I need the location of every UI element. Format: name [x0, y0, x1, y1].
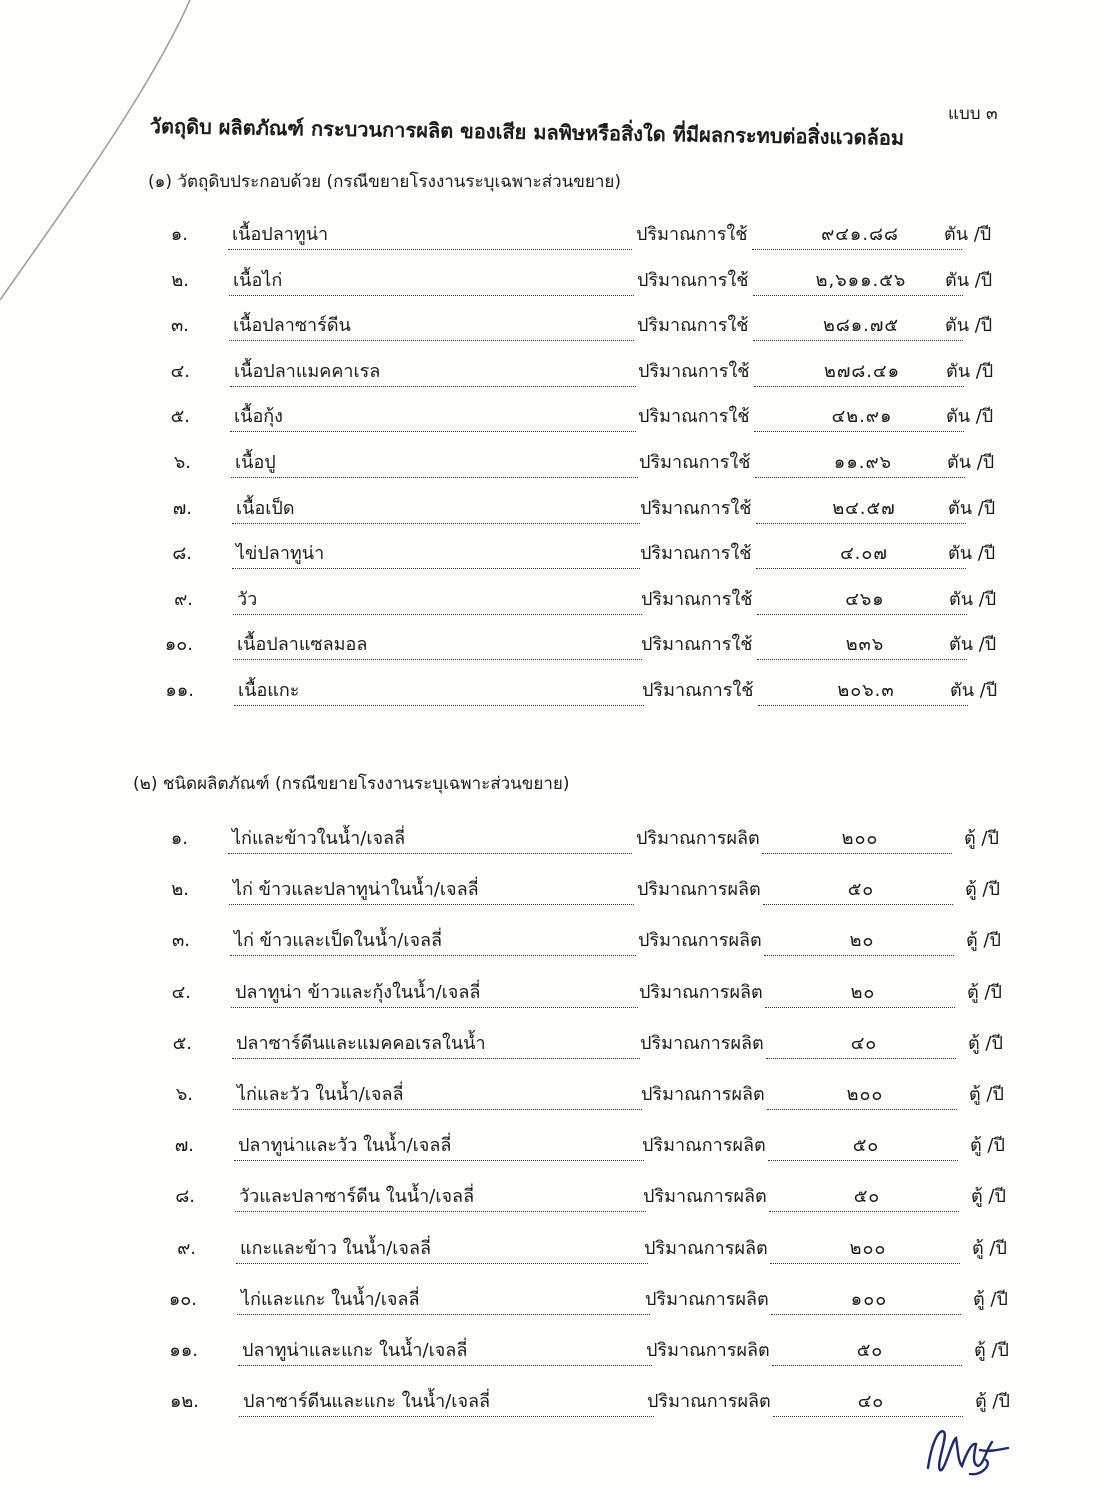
raw-material-row	[0, 632, 1102, 660]
dotted-line	[238, 1365, 652, 1366]
item-number: ๓.	[171, 930, 190, 951]
product-row	[0, 1389, 1102, 1417]
quantity-label: ปริมาณการผลิต	[637, 879, 761, 900]
dotted-line	[754, 386, 964, 387]
quantity-value: ๔๐	[857, 1391, 885, 1412]
quantity-label: ปริมาณการผลิต	[643, 1186, 767, 1207]
quantity-value: ๕๐	[847, 879, 875, 900]
item-number: ๗.	[172, 498, 192, 519]
item-name: ปลาซาร์ดีนและแมคคอเรลในน้ำ	[236, 1033, 486, 1054]
item-number: ๘.	[172, 543, 192, 564]
quantity-value: ๒๔.๕๗	[832, 498, 896, 519]
item-number: ๑๐.	[164, 634, 193, 655]
product-row	[0, 980, 1102, 1008]
dotted-line	[756, 523, 966, 524]
unit-label: ตัน /ปี	[945, 315, 993, 336]
dotted-line	[771, 1314, 961, 1315]
item-name: ปลาทูน่าและวัว ในน้ำ/เจลลี่	[238, 1135, 452, 1156]
item-name: ปลาซาร์ดีนและแกะ ในน้ำ/เจลลี่	[243, 1391, 491, 1412]
dotted-line	[772, 1365, 962, 1366]
item-number: ๕.	[172, 1033, 192, 1054]
unit-label: ตู้ /ปี	[966, 930, 1001, 951]
quantity-label: ปริมาณการใช้	[641, 589, 753, 610]
item-name: เนื้อปู	[235, 452, 276, 473]
unit-label: ตัน /ปี	[944, 224, 992, 245]
dotted-line	[234, 1160, 644, 1161]
dotted-line	[229, 904, 634, 905]
dotted-line	[752, 249, 962, 250]
dotted-line	[764, 955, 954, 956]
dotted-line	[230, 431, 636, 432]
item-number: ๙.	[177, 1238, 196, 1259]
product-row	[0, 1287, 1102, 1315]
unit-label: ตู้ /ปี	[974, 1340, 1009, 1361]
unit-label: ตัน /ปี	[948, 543, 996, 564]
quantity-value: ๑๑.๙๖	[833, 452, 893, 473]
unit-label: ตัน /ปี	[950, 680, 998, 701]
quantity-value: ๙๔๑.๘๘	[821, 224, 899, 245]
quantity-label: ปริมาณการใช้	[639, 452, 751, 473]
item-number: ๒.	[171, 270, 189, 291]
quantity-label: ปริมาณการผลิต	[645, 1289, 769, 1310]
unit-label: ตู้ /ปี	[971, 1186, 1006, 1207]
product-row	[0, 826, 1102, 854]
item-name: แกะและข้าว ในน้ำ/เจลลี่	[240, 1238, 432, 1259]
item-number: ๖.	[175, 1084, 193, 1105]
raw-material-row	[0, 268, 1102, 296]
item-name: เนื้อปลาแมคคาเรล	[234, 361, 381, 382]
product-row	[0, 928, 1102, 956]
dotted-line	[766, 1058, 956, 1059]
item-name: ไก่ ข้าวและปลาทูน่าในน้ำ/เจลลี่	[233, 879, 479, 900]
item-number: ๖.	[173, 452, 191, 473]
unit-label: ตัน /ปี	[946, 406, 994, 427]
dotted-line	[232, 523, 640, 524]
dotted-line	[231, 1007, 638, 1008]
item-name: วัว	[237, 589, 258, 610]
quantity-value: ๒๘๑.๗๕	[822, 315, 900, 336]
unit-label: ตู้ /ปี	[967, 982, 1002, 1003]
item-name: เนื้อปลาทูน่า	[232, 224, 329, 245]
quantity-label: ปริมาณการใช้	[640, 498, 752, 519]
dotted-line	[753, 295, 963, 296]
dotted-line	[757, 614, 967, 615]
quantity-value: ๕๐	[852, 1135, 880, 1156]
dotted-line	[229, 340, 634, 341]
dotted-line	[239, 1416, 654, 1417]
item-name: ปลาทูน่า ข้าวและกุ้งในน้ำ/เจลลี่	[235, 982, 481, 1003]
dotted-line	[230, 955, 636, 956]
dotted-line	[756, 568, 966, 569]
unit-label: ตู้ /ปี	[973, 1289, 1008, 1310]
unit-label: ตัน /ปี	[949, 589, 997, 610]
quantity-label: ปริมาณการผลิต	[644, 1238, 768, 1259]
unit-label: ตัน /ปี	[946, 361, 994, 382]
quantity-label: ปริมาณการผลิต	[647, 1391, 771, 1412]
item-name: ปลาทูน่าและแกะ ในน้ำ/เจลลี่	[242, 1340, 468, 1361]
item-name: ไข่ปลาทูน่า	[236, 543, 325, 564]
item-number: ๘.	[175, 1186, 195, 1207]
quantity-value: ๒๓๖	[845, 634, 885, 655]
quantity-label: ปริมาณการใช้	[638, 361, 750, 382]
quantity-value: ๔๐	[850, 1033, 878, 1054]
dotted-line	[765, 1007, 955, 1008]
quantity-label: ปริมาณการผลิต	[640, 1033, 764, 1054]
item-name: เนื้อปลาแซลมอล	[237, 634, 368, 655]
item-name: ไก่ ข้าวและเป็ดในน้ำ/เจลลี่	[234, 930, 443, 951]
quantity-value: ๒๗๘.๔๑	[823, 361, 901, 382]
raw-material-row	[0, 450, 1102, 478]
quantity-value: ๒๐๖.๓	[837, 680, 895, 701]
item-number: ๒.	[171, 879, 189, 900]
item-name: วัวและปลาซาร์ดีน ในน้ำ/เจลลี่	[239, 1186, 475, 1207]
dotted-line	[763, 904, 953, 905]
item-name: ไก่และแกะ ในน้ำ/เจลลี่	[241, 1289, 420, 1310]
section1-heading: (๑) วัตถุดิบประกอบด้วย (กรณีขยายโรงงานระบุเฉพาะส่วนขยาย)	[148, 172, 622, 192]
quantity-label: ปริมาณการใช้	[642, 680, 754, 701]
dotted-line	[770, 1263, 960, 1264]
quantity-label: ปริมาณการผลิต	[641, 1084, 765, 1105]
quantity-value: ๕๐	[853, 1186, 881, 1207]
product-row	[0, 1082, 1102, 1110]
raw-material-row	[0, 541, 1102, 569]
quantity-value: ๔๒.๙๑	[831, 406, 893, 427]
dotted-line	[773, 1416, 963, 1417]
item-number: ๑๒.	[169, 1391, 199, 1412]
quantity-value: ๑๐๐	[850, 1289, 888, 1310]
unit-label: ตู้ /ปี	[968, 1033, 1003, 1054]
dotted-line	[231, 477, 638, 478]
item-number: ๑๑.	[169, 1340, 198, 1361]
dotted-line	[233, 614, 642, 615]
product-row	[0, 1031, 1102, 1059]
dotted-line	[234, 705, 644, 706]
item-number: ๔.	[170, 361, 190, 382]
raw-material-row	[0, 496, 1102, 524]
item-number: ๑.	[170, 828, 188, 849]
item-number: ๑๐.	[168, 1289, 197, 1310]
quantity-label: ปริมาณการผลิต	[636, 828, 760, 849]
dotted-line	[769, 1211, 959, 1212]
document-title: วัตถุดิบ ผลิตภัณฑ์ กระบวนการผลิต ของเสีย มลพิษหรือสิ่งใด ที่มีผลกระทบต่อสิ่งแวดล้อม	[149, 113, 905, 150]
item-name: เนื้อไก่	[233, 270, 283, 291]
dotted-line	[767, 1109, 957, 1110]
quantity-label: ปริมาณการใช้	[638, 406, 750, 427]
product-row	[0, 1133, 1102, 1161]
dotted-line	[232, 1058, 640, 1059]
raw-material-row	[0, 359, 1102, 387]
product-row	[0, 877, 1102, 905]
unit-label: ตัน /ปี	[945, 270, 993, 291]
item-name: เนื้อเป็ด	[236, 498, 295, 519]
unit-label: ตู้ /ปี	[965, 879, 1000, 900]
unit-label: ตู้ /ปี	[970, 1135, 1005, 1156]
raw-material-row	[0, 313, 1102, 341]
quantity-label: ปริมาณการใช้	[641, 634, 753, 655]
item-name: เนื้อปลาซาร์ดีน	[233, 315, 351, 336]
item-number: ๙.	[174, 589, 193, 610]
dotted-line	[233, 1109, 642, 1110]
quantity-label: ปริมาณการผลิต	[639, 982, 763, 1003]
item-number: ๗.	[174, 1135, 194, 1156]
dotted-line	[754, 431, 964, 432]
quantity-label: ปริมาณการใช้	[637, 270, 749, 291]
item-number: ๑๑.	[165, 680, 194, 701]
dotted-line	[232, 568, 640, 569]
unit-label: ตู้ /ปี	[969, 1084, 1004, 1105]
quantity-value: ๔.๐๗	[840, 543, 888, 564]
quantity-value: ๒๐	[850, 982, 876, 1003]
raw-material-row	[0, 222, 1102, 250]
unit-label: ตัน /ปี	[947, 452, 995, 473]
unit-label: ตู้ /ปี	[972, 1238, 1007, 1259]
product-row	[0, 1184, 1102, 1212]
dotted-line	[762, 853, 952, 854]
unit-label: ตู้ /ปี	[964, 828, 999, 849]
item-name: ไก่และข้าวในน้ำ/เจลลี่	[232, 828, 406, 849]
unit-label: ตัน /ปี	[949, 634, 997, 655]
quantity-label: ปริมาณการใช้	[640, 543, 752, 564]
item-name: เนื้อแกะ	[238, 680, 300, 701]
quantity-value: ๒๐๐	[841, 828, 879, 849]
dotted-line	[768, 1160, 958, 1161]
quantity-value: ๒,๖๑๑.๕๖	[815, 270, 907, 291]
quantity-label: ปริมาณการผลิต	[642, 1135, 766, 1156]
item-number: ๔.	[171, 982, 191, 1003]
item-number: ๑.	[170, 224, 188, 245]
unit-label: ตัน /ปี	[948, 498, 996, 519]
quantity-label: ปริมาณการใช้	[637, 315, 749, 336]
dotted-line	[230, 386, 636, 387]
dotted-line	[228, 249, 632, 250]
dotted-line	[753, 340, 963, 341]
quantity-value: ๒๐๐	[849, 1238, 887, 1259]
quantity-value: ๔๖๑	[845, 589, 885, 610]
item-number: ๕.	[170, 406, 190, 427]
item-number: ๓.	[170, 315, 189, 336]
dotted-line	[228, 853, 632, 854]
raw-material-row	[0, 404, 1102, 432]
quantity-label: ปริมาณการผลิต	[646, 1340, 770, 1361]
dotted-line	[755, 477, 965, 478]
product-row	[0, 1338, 1102, 1366]
quantity-value: ๒๐๐	[846, 1084, 884, 1105]
dotted-line	[237, 1314, 650, 1315]
dotted-line	[236, 1263, 648, 1264]
item-name: เนื้อกุ้ง	[234, 406, 283, 427]
item-name: ไก่และวัว ในน้ำ/เจลลี่	[237, 1084, 404, 1105]
raw-material-row	[0, 678, 1102, 706]
quantity-value: ๕๐	[856, 1340, 884, 1361]
quantity-label: ปริมาณการผลิต	[638, 930, 762, 951]
section2-heading: (๒) ชนิดผลิตภัณฑ์ (กรณีขยายโรงงานระบุเฉพาะส่วนขยาย)	[133, 774, 570, 794]
quantity-label: ปริมาณการใช้	[636, 224, 748, 245]
unit-label: ตู้ /ปี	[975, 1391, 1010, 1412]
dotted-line	[235, 1211, 646, 1212]
raw-material-row	[0, 587, 1102, 615]
form-number: แบบ ๓	[948, 104, 998, 124]
product-row	[0, 1236, 1102, 1264]
quantity-value: ๒๐	[849, 930, 875, 951]
signature-mark	[922, 1420, 1014, 1482]
dotted-line	[757, 659, 967, 660]
dotted-line	[758, 705, 968, 706]
dotted-line	[229, 295, 634, 296]
dotted-line	[233, 659, 642, 660]
